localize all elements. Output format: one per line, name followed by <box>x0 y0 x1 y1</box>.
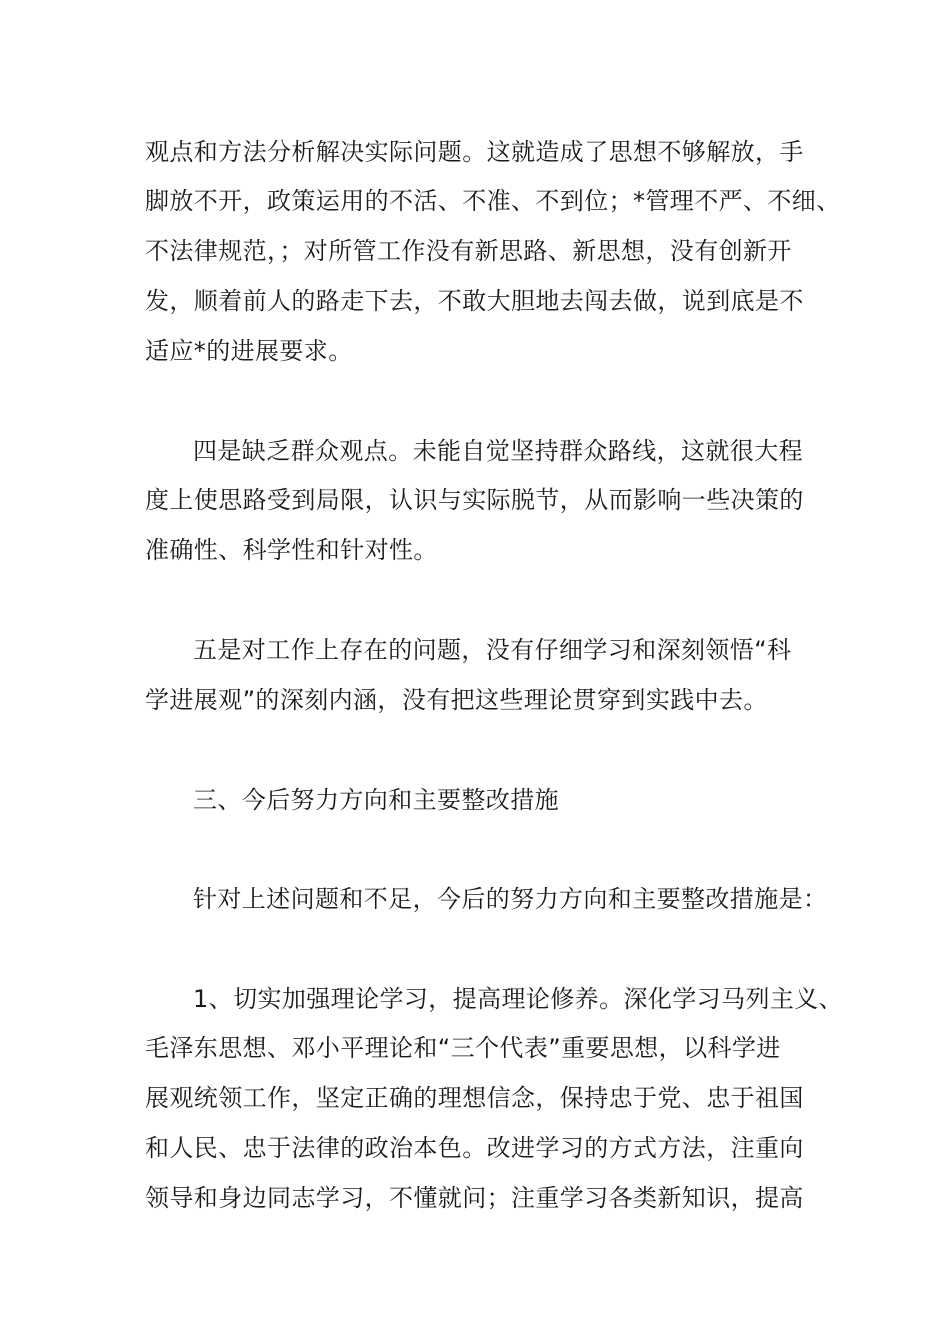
paragraph-line: 四是缺乏群众观点。未能自觉坚持群众路线，这就很大程 <box>193 437 803 465</box>
paragraph-line: 1、切实加强理论学习，提高理论修养。深化学习马列主义、 <box>193 985 844 1013</box>
paragraph-line: 毛泽东思想、邓小平理论和“三个代表”重要思想，以科学进 <box>145 1034 781 1062</box>
paragraph-line: 五是对工作上存在的问题，没有仔细学习和深刻领悟“科 <box>193 636 792 664</box>
paragraph-line: 度上使思路受到局限，认识与实际脱节，从而影响一些决策的 <box>145 486 804 514</box>
paragraph-line: 适应*的进展要求。 <box>145 337 353 365</box>
paragraph-line: 发，顺着前人的路走下去，不敢大胆地去闯去做，说到底是不 <box>145 287 804 315</box>
paragraph-line: 针对上述问题和不足，今后的努力方向和主要整改措施是： <box>193 885 828 913</box>
paragraph-line: 脚放不开，政策运用的不活、不准、不到位；*管理不严、不细、 <box>145 187 841 215</box>
paragraph-line: 学进展观”的深刻内涵，没有把这些理论贯穿到实践中去。 <box>145 686 768 714</box>
paragraph-line: 不法律规范，；对所管工作没有新思路、新思想，没有创新开 <box>145 237 792 265</box>
paragraph-line: 准确性、科学性和针对性。 <box>145 536 438 564</box>
paragraph-line: 观点和方法分析解决实际问题。这就造成了思想不够解放，手 <box>145 138 804 166</box>
paragraph-line: 和人民、忠于法律的政治本色。改进学习的方式方法，注重向 <box>145 1134 804 1162</box>
paragraph-line: 展观统领工作，坚定正确的理想信念，保持忠于党、忠于祖国 <box>145 1084 804 1112</box>
paragraph-line: 领导和身边同志学习，不懂就问；注重学习各类新知识，提高 <box>145 1184 804 1212</box>
section-heading: 三、今后努力方向和主要整改措施 <box>193 786 559 814</box>
